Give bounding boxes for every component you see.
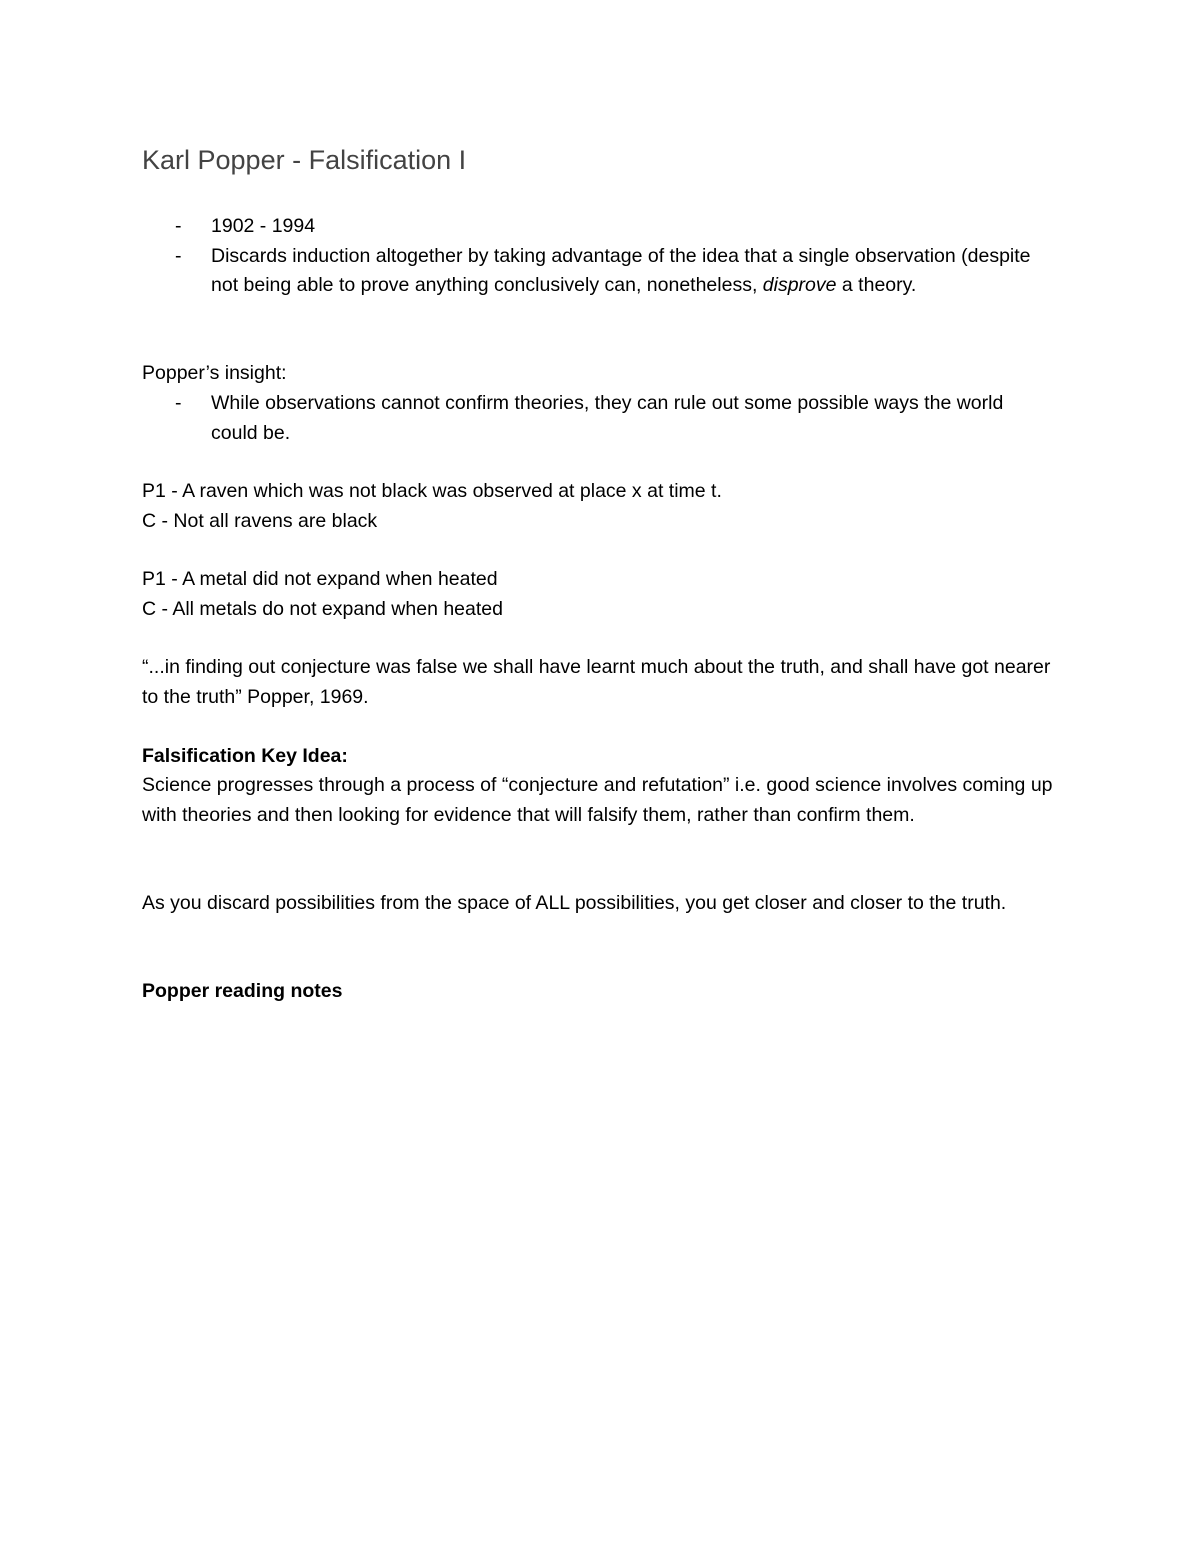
bullet-text: 1902 - 1994 — [211, 215, 316, 237]
list-item — [142, 389, 1052, 448]
document-title: Karl Popper - Falsification I — [142, 145, 467, 175]
bullet-text — [211, 245, 1031, 297]
insight-bullet-list — [142, 389, 1052, 448]
bullet-marker: - — [175, 215, 182, 237]
conclusion-line: C - All metals do not expand when heated — [142, 597, 503, 620]
bullet-text-after: a theory. — [836, 274, 917, 296]
raven-argument — [142, 477, 1062, 536]
key-idea-heading: Falsification Key Idea: — [142, 745, 348, 767]
list-item — [142, 242, 1052, 301]
premise-line: P1 - A metal did not expand when heated — [142, 568, 498, 590]
bullet-marker: - — [175, 244, 182, 267]
conclusion-line: C - Not all ravens are black — [142, 509, 378, 532]
list-item — [142, 212, 1052, 242]
bullet-text-before: Discards induction altogether by taking advantage of the idea that a single observation (despite not being able to prove anything conclusively can, nonetheless, — [211, 244, 1031, 296]
metal-argument — [142, 565, 1062, 624]
premise-line: P1 - A raven which was not black was observed at place x at time t. — [142, 480, 722, 502]
bullet-text: While observations cannot confirm theories, they can rule out some possible ways the world could be. — [211, 392, 1004, 444]
bullet-marker: - — [175, 392, 182, 414]
emphasized-word: disprove — [762, 274, 837, 296]
discard-paragraph: As you discard possibilities from the space of ALL possibilities, you get closer and closer to the truth. — [142, 892, 1007, 914]
intro-bullet-list — [142, 212, 1052, 301]
popper-quote: “...in finding out conjecture was false we shall have learnt much about the truth, and shall have got nearer to the truth” Popper, 1969. — [142, 656, 1051, 708]
key-idea-text: Science progresses through a process of “conjecture and refutation” i.e. good science involves coming up with theories and then looking for evidence that will falsify them, rather than confirm them. — [142, 774, 1053, 826]
reading-notes-heading: Popper reading notes — [142, 980, 343, 1002]
insight-heading: Popper’s insight: — [142, 362, 287, 384]
